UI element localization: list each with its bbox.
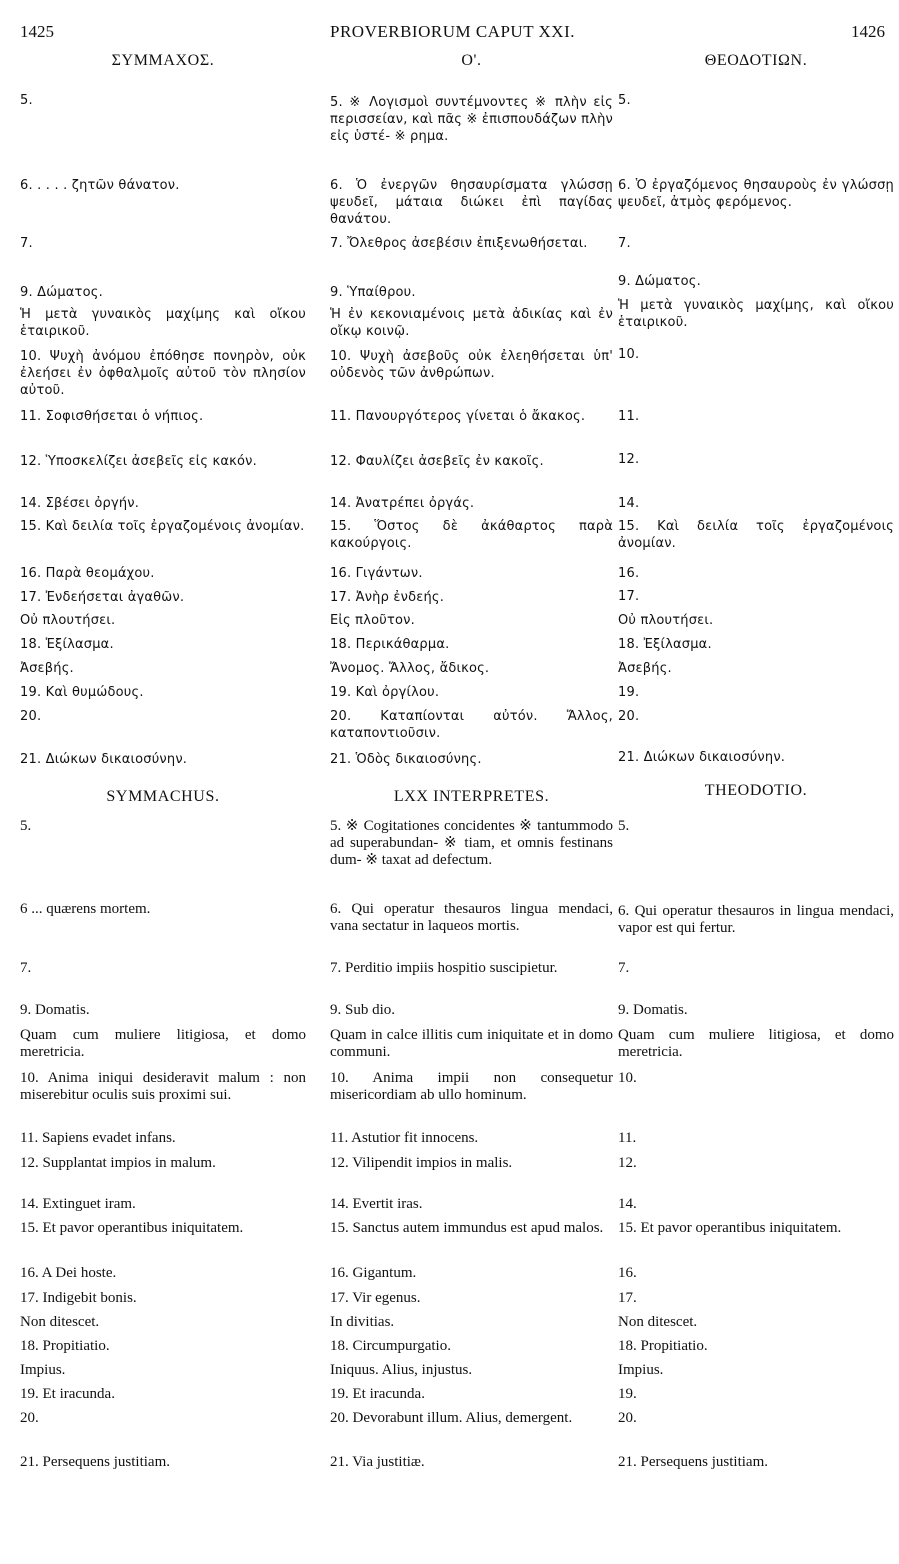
verse-entry: 16. (618, 1265, 637, 1281)
verse-entry: 20. (618, 1410, 637, 1426)
verse-entry: 18. Ἐξίλασμα. (618, 637, 712, 652)
verse-entry: 6. Qui operatur thesauros lingua mendaci, vana sectatur in laqueos mortis. (330, 901, 613, 934)
verse-entry: 6. Qui operatur thesauros in lingua mendaci, vapor est qui fertur. (618, 903, 894, 936)
verse-entry: 15. Et pavor operantibus iniquitatem. (20, 1220, 244, 1236)
verse-entry: 14. Evertit iras. (330, 1196, 423, 1212)
verse-entry: 20. (20, 709, 42, 724)
verse-entry: 9. Ὑπαίθρου. (330, 285, 416, 300)
verse-entry: 14. Σβέσει ὀργήν. (20, 496, 140, 511)
column-header: THEODOTIO. (704, 782, 808, 799)
verse-entry: Ἡ μετὰ γυναικὸς μαχίμης, καὶ οἴκου ἑταιρικοῦ. (618, 298, 894, 330)
verse-entry: 18. Propitiatio. (20, 1338, 110, 1354)
verse-entry: 9. Sub dio. (330, 1002, 396, 1018)
verse-entry: 5. (20, 818, 32, 834)
running-header (20, 22, 885, 46)
verse-entry: 12. Ὑποσκελίζει ἀσεβεῖς εἰς κακόν. (20, 454, 257, 469)
verse-entry: 17. (618, 1290, 637, 1306)
verse-entry: 9. Domatis. (20, 1002, 90, 1018)
verse-entry: 10. Ψυχὴ ἀσεβοῦς οὐκ ἐλεηθήσεται ὑπ' οὐδενὸς τῶν ἀνθρώπων. (330, 349, 613, 381)
verse-entry: 20. (20, 1410, 39, 1426)
verse-entry: 18. Περικάθαρμα. (330, 637, 450, 652)
verse-entry: 6. Ὁ ἐργαζόμενος θησαυροὺς ἐν γλώσσῃ ψευδεῖ, ἀτμὸς φερόμενος. (618, 178, 894, 210)
verse-entry: In divitias. (330, 1314, 395, 1330)
verse-entry: 16. Γιγάντων. (330, 566, 423, 581)
verse-entry: Iniquus. Alius, injustus. (330, 1362, 473, 1378)
verse-entry: 10. (618, 347, 640, 362)
verse-entry: 20. Καταπίονται αὐτόν. Ἄλλος, καταποντιοῦσιν. (330, 709, 613, 741)
verse-entry: Οὐ πλουτήσει. (618, 613, 714, 628)
verse-entry: Quam cum muliere litigiosa, et domo meretricia. (618, 1027, 894, 1060)
verse-entry: 9. Δώματος. (618, 274, 701, 289)
verse-entry: 19. (618, 1386, 637, 1402)
verse-entry: 16. A Dei hoste. (20, 1265, 117, 1281)
verse-entry: 9. Domatis. (618, 1002, 688, 1018)
verse-entry: 14. (618, 496, 640, 511)
verse-entry: 21. Persequens justitiam. (20, 1454, 170, 1470)
verse-entry: 14. Extinguet iram. (20, 1196, 136, 1212)
verse-entry: 7. Perditio impiis hospitio suscipietur. (330, 960, 558, 976)
verse-entry: 19. Et iracunda. (330, 1386, 425, 1402)
verse-entry: 5. ※ Cogitationes concidentes ※ tantummodo ad superabundan- ※ tiam, et omnis festinans dum- ※ taxat ad defectum. (330, 818, 613, 868)
verse-entry: 11. (618, 1130, 637, 1146)
verse-entry: 11. Sapiens evadet infans. (20, 1130, 176, 1146)
page-number-left: 1425 (20, 22, 54, 41)
verse-entry: Εἰς πλοῦτον. (330, 613, 415, 628)
verse-entry: 14. Ἀνατρέπει ὀργάς. (330, 496, 475, 511)
verse-entry: Non ditescet. (618, 1314, 698, 1330)
verse-entry: Ἀσεβής. (618, 661, 672, 676)
verse-entry: 7. (618, 236, 631, 251)
verse-entry: 6. Ὁ ἐνεργῶν θησαυρίσματα γλώσσῃ ψευδεῖ, μάταια διώκει ἐπὶ παγίδας θανάτου. (330, 178, 613, 227)
column-header: ΣΥΜΜΑΧΟΣ. (111, 52, 215, 69)
verse-entry: 5. (20, 93, 33, 108)
verse-entry: Οὐ πλουτήσει. (20, 613, 116, 628)
column-header: ΘΕΟΔΟΤΙΩΝ. (704, 52, 808, 69)
verse-entry: 11. Σοφισθήσεται ὁ νήπιος. (20, 409, 204, 424)
page-title: PROVERBIORUM CAPUT XXI. (330, 22, 575, 41)
verse-entry: 11. Πανουργότερος γίνεται ὁ ἄκακος. (330, 409, 586, 424)
verse-entry: 11. (618, 409, 640, 424)
verse-entry: 15. Καὶ δειλία τοῖς ἐργαζομένοις ἀνομίαν. (618, 519, 894, 551)
verse-entry: Impius. (618, 1362, 664, 1378)
verse-entry: 17. Ἀνὴρ ἐνδεής. (330, 590, 445, 605)
verse-entry: 7. Ὄλεθρος ἀσεβέσιν ἐπιξενωθήσεται. (330, 236, 588, 251)
verse-entry: 7. (20, 236, 33, 251)
verse-entry: 19. Καὶ θυμώδους. (20, 685, 144, 700)
verse-entry: 12. Φαυλίζει ἀσεβεῖς ἐν κακοῖς. (330, 454, 544, 469)
column-header: Ο'. (461, 52, 482, 69)
verse-entry: 10. Anima impii non consequetur misericordiam ab ullo hominum. (330, 1070, 613, 1103)
verse-entry: 18. Propitiatio. (618, 1338, 708, 1354)
verse-entry: Ἡ ἐν κεκονιαμένοις μετὰ ἀδικίας καὶ ἐν οἴκῳ κοινῷ. (330, 307, 613, 339)
verse-entry: 6 ... quærens mortem. (20, 901, 151, 917)
verse-entry: 15. Καὶ δειλία τοῖς ἐργαζομένοις ἀνομίαν. (20, 519, 305, 534)
verse-entry: 15. Et pavor operantibus iniquitatem. (618, 1220, 842, 1236)
verse-entry: 17. (618, 589, 640, 604)
verse-entry: 17. Indigebit bonis. (20, 1290, 137, 1306)
verse-entry: 16. Gigantum. (330, 1265, 417, 1281)
column-header: LXX INTERPRETES. (393, 788, 550, 805)
verse-entry: 10. Anima iniqui desideravit malum : non miserebitur oculis suis proximi sui. (20, 1070, 306, 1103)
verse-entry: 14. (618, 1196, 637, 1212)
verse-entry: 21. Διώκων δικαιοσύνην. (20, 752, 188, 767)
verse-entry: 19. Et iracunda. (20, 1386, 115, 1402)
verse-entry: Quam cum muliere litigiosa, et domo meretricia. (20, 1027, 306, 1060)
verse-entry: 21. Ὁδὸς δικαιοσύνης. (330, 752, 482, 767)
verse-entry: 12. Vilipendit impios in malis. (330, 1155, 513, 1171)
verse-entry: 15. Ὅστος δὲ ἀκάθαρτος παρὰ κακούργοις. (330, 519, 613, 551)
verse-entry: 7. (618, 960, 630, 976)
verse-entry: 11. Astutior fit innocens. (330, 1130, 479, 1146)
verse-entry: 15. Sanctus autem immundus est apud malos. (330, 1220, 604, 1236)
verse-entry: 10. (618, 1070, 637, 1086)
verse-entry: Ἄνομος. Ἄλλος, ἄδικος. (330, 661, 490, 676)
verse-entry: 9. Δώματος. (20, 285, 103, 300)
verse-entry: 5. (618, 93, 631, 108)
verse-entry: Impius. (20, 1362, 66, 1378)
verse-entry: 5. ※ Λογισμοὶ συντέμνοντες ※ πλὴν εἰς περισσείαν, καὶ πᾶς ※ ἐπισπουδάζων πλὴν εἰς ὑστέ- ※ ρημα. (330, 95, 613, 144)
verse-entry: Quam in calce illitis cum iniquitate et in domo communi. (330, 1027, 613, 1060)
verse-entry: 21. Via justitiæ. (330, 1454, 425, 1470)
page-number-right: 1426 (851, 22, 885, 41)
verse-entry: 12. (618, 1155, 637, 1171)
verse-entry: 21. Διώκων δικαιοσύνην. (618, 750, 786, 765)
verse-entry: 6. . . . . ζητῶν θάνατον. (20, 178, 180, 193)
verse-entry: 19. (618, 685, 640, 700)
verse-entry: 5. (618, 818, 630, 834)
verse-entry: 17. Ἐνδεήσεται ἀγαθῶν. (20, 590, 185, 605)
verse-entry: 20. (618, 709, 640, 724)
verse-entry: 10. Ψυχὴ ἀνόμου ἐπόθησε πονηρὸν, οὐκ ἐλεήσει ἐν ὀφθαλμοῖς αὐτοῦ τὸν πλησίον αὐτοῦ. (20, 349, 306, 398)
verse-entry: Non ditescet. (20, 1314, 100, 1330)
verse-entry: 20. Devorabunt illum. Alius, demergent. (330, 1410, 573, 1426)
verse-entry: 18. Ἐξίλασμα. (20, 637, 114, 652)
verse-entry: Ἡ μετὰ γυναικὸς μαχίμης καὶ οἴκου ἑταιρικοῦ. (20, 307, 306, 339)
verse-entry: 12. Supplantat impios in malum. (20, 1155, 216, 1171)
verse-entry: 17. Vir egenus. (330, 1290, 421, 1306)
verse-entry: 18. Circumpurgatio. (330, 1338, 451, 1354)
verse-entry: 21. Persequens justitiam. (618, 1454, 768, 1470)
verse-entry: 16. Παρὰ θεομάχου. (20, 566, 155, 581)
verse-entry: 7. (20, 960, 32, 976)
verse-entry: Ἀσεβής. (20, 661, 74, 676)
verse-entry: 16. (618, 566, 640, 581)
verse-entry: 12. (618, 452, 640, 467)
verse-entry: 19. Καὶ ὀργίλου. (330, 685, 440, 700)
column-header: SYMMACHUS. (106, 788, 220, 805)
